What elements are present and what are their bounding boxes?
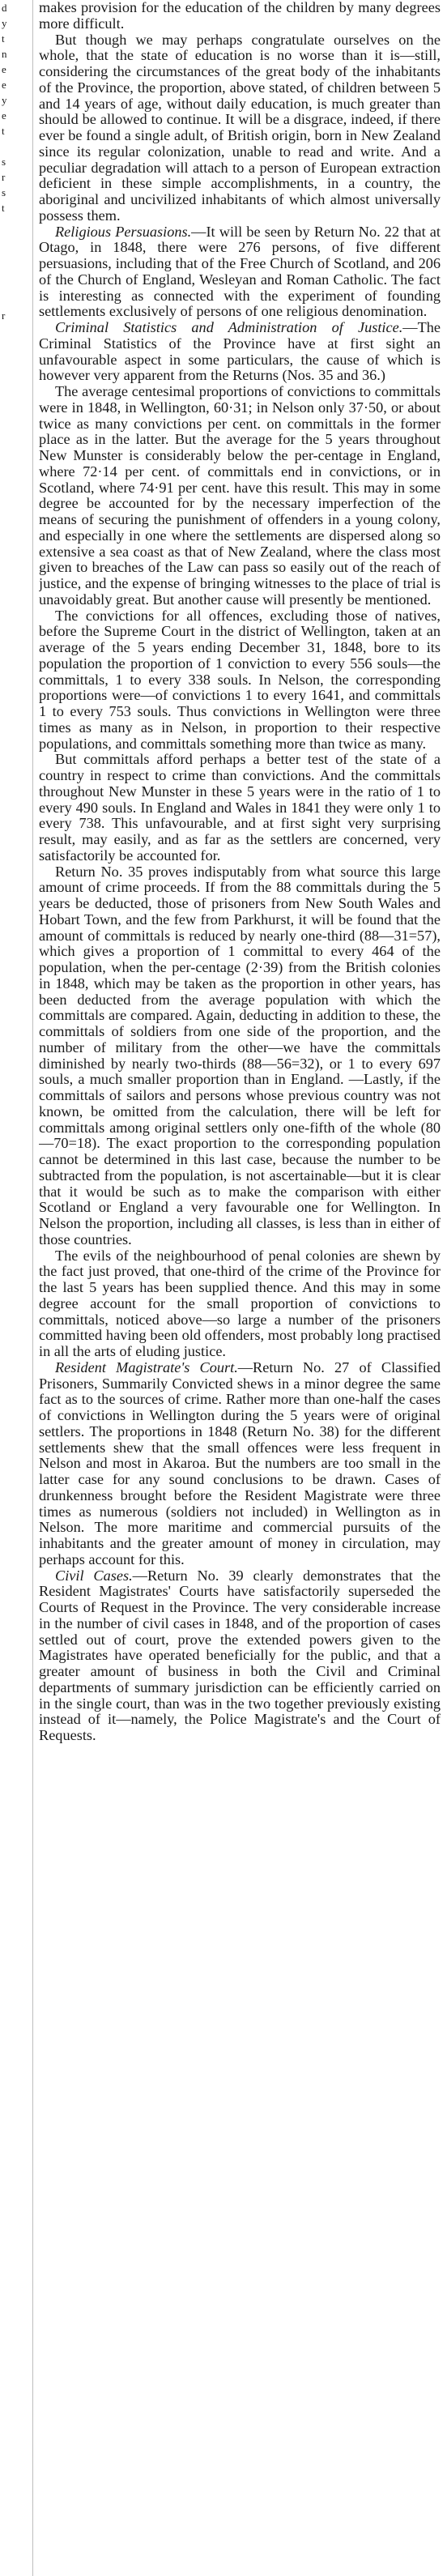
margin-fragment: r	[2, 171, 6, 183]
paragraph-text: —It will be seen by Return No. 22 that at Otago, in 1848, there were 276 persons, of five different persuasions, including that of the Free Church of Scotland, and 206 of the Church of England, Wesleyan and Roman Catholic. The fact is interesting as connected with the experiment of founding settlements exclusively of persons of one religious denomination.	[39, 223, 441, 320]
margin-fragment: t	[2, 32, 5, 45]
margin-fragment: n	[2, 48, 7, 60]
column-rule	[32, 0, 33, 2576]
paragraph-text: —Return No. 27 of Classified Prisoners, Summarily Convicted shews in a minor degree the same fact as to the sources of crime. Rather more than one-half the cases of convictions in Wellington during the 5 years were of original settlers. The proportions in 1848 (Return No. 38) for the different settlements shew that the small offences were less frequent in Nelson and most in Akaroa. But the numbers are too small in the latter case for any sound conclusions to be drawn. Cases of drunkenness brought before the Resident Magistrate were three times as numerous (soldiers not included) in Wellington as in Nelson. The more maritime and commercial pursuits of the inhabitants and the greater amount of money in circulation, may perhaps account for this.	[39, 1358, 441, 1567]
paragraph-text: —The Criminal Statistics of the Province have at first sight an unfavourable aspect in some particulars, the cause of which is however very apparent from the Returns (Nos. 35 and 36.)	[39, 319, 441, 384]
margin-fragment: e	[2, 63, 6, 75]
paragraph-text: Return No. 35 proves indisputably from what source this large amount of crime proceeds. If from the 88 committals during the 5 years be deducted, those of prisoners from New South Wales and Hobart Town, and the few from Parkhurst, it will be found that the amount of committals is reduced by nearly one-third (88—31=57), which gives a proportion of 1 committal to every 464 of the population, when the per-centage (2·39) from the British colonies in 1848, which may be taken as the proportion in other years, has been deducted from the average population with which the committals are compared. Again, deducting in addition to these, the committals of soldiers from one side of the proportion, and the number of military from the other—we have the committals diminished by nearly two-thirds (88—56=32), or 1 to every 697 souls, a much smaller proportion than in England. —Lastly, if the committals of sailors and persons whose previous country was not known, be omitted from the calculation, there will be left for committals among original settlers only one-fifth of the whole (80—70=18). The exact proportion to the corresponding population cannot be determined in this last case, because the number to be subtracted from the population, is not ascertainable—but it is clear that it would be such as to make the comparison with either Scotland or England a very favourable one for Wellington. In Nelson the proportion, including all classes, is less than in either of those countries.	[39, 863, 441, 1247]
section-heading: Criminal Statistics and Administration of Justice.	[55, 319, 403, 335]
paragraph-text: The average centesimal proportions of convictions to committals were in 1848, in Wellington, 60·31; in Nelson only 37·50, or about twice as many convictions per cent. on committals in the former place as in the latter. But the average for the 5 years throughout New Munster is considerably below the per-centage in England, where 72·14 per cent. of committals end in convictions, or in Scotland, where 74·91 per cent. have this result. This may in some degree be accounted for by the necessary imperfection of the means of securing the punishment of offenders in a young colony, and especially in one where the settlements are dispersed along so extensive a sea coast as that of New Zealand, where the class most given to breaches of the Law can pass so easily out of the reach of justice, and the expense of bringing witnesses to the place of trial is unavoidably great. But another cause will presently be mentioned.	[39, 383, 441, 608]
left-margin-fragments	[0, 0, 31, 2576]
paragraph-text: But committals afford perhaps a better test of the state of a country in respect to crime than convictions. And the committals throughout New Munster in these 5 years were in the ratio of 1 to every 490 souls. In England and Wales in 1841 they were only 1 to every 738. This unfavourable, and at first sight very surprising result, may easily, and as far as the settlers are concerned, very satisfactorily be accounted for.	[39, 751, 441, 864]
paragraph	[39, 384, 441, 608]
margin-fragment: t	[2, 202, 5, 214]
section-heading: Civil Cases.	[55, 1567, 133, 1584]
margin-fragment: y	[2, 17, 7, 29]
paragraph-text: But though we may perhaps congratulate ourselves on the whole, that the state of education is no worse than it is—still, considering the circumstances of the great body of the inhabitants of the Province, the proportion, above stated, of children between 5 and 14 years of age, without daily education, is much greater than should be allowed to continue. It will be a disgrace, indeed, if there ever be found a single adult, of British origin, born in New Zealand since its regular colonization, unable to read and write. And a peculiar degradation will attach to a person of European extraction deficient in these simple accomplishments, in a country, the aboriginal and uncivilized inhabitants of which almost universally possess them.	[39, 31, 441, 224]
margin-fragment: s	[2, 156, 6, 168]
margin-fragment	[0, 215, 31, 231]
margin-fragment: d	[2, 2, 7, 14]
margin-fragment: y	[2, 94, 7, 106]
margin-fragment	[0, 339, 31, 354]
paragraph	[39, 1568, 441, 1744]
margin-fragment: t	[2, 125, 5, 137]
margin-fragment: e	[2, 109, 6, 122]
paragraph	[39, 320, 441, 384]
margin-fragment: s	[2, 186, 6, 198]
paragraph-text: The evils of the neighbourhood of penal colonies are shewn by the fact just proved, that one-third of the crime of the Province for the last 5 years has been supplied thence. And this may in some degree account for the small proportion of convictions to committals, noticed above—so large a number of the prisoners committed having been old offenders, most probably long practised in all the arts of eluding justice.	[39, 1247, 441, 1359]
margin-fragment	[0, 139, 31, 154]
margin-fragment: r	[2, 309, 6, 322]
margin-fragment	[0, 246, 31, 262]
margin-fragment	[0, 277, 31, 292]
paragraph	[39, 0, 441, 32]
margin-fragment	[0, 262, 31, 277]
margin-fragment	[0, 323, 31, 339]
article-column	[39, 0, 441, 2576]
paragraph-text: The convictions for all offences, excluding those of natives, before the Supreme Court in the district of Wellington, taken at an average of the 5 years ending December 31, 1848, bore to its population the proportion of 1 conviction to every 556 souls—the committals, 1 to every 338 souls. In Nelson, the corresponding proportions were—of convictions 1 to every 1641, and committals 1 to every 753 souls. Thus convictions in Wellington were three times as many as in Nelson, in proportion to their respective populations, and committals something more than twice as many.	[39, 607, 441, 752]
section-heading: Religious Persuasions.	[55, 223, 192, 240]
paragraph	[39, 608, 441, 753]
paragraph	[39, 864, 441, 1248]
margin-fragment: e	[2, 79, 6, 91]
margin-fragment	[0, 231, 31, 246]
margin-fragment	[0, 292, 31, 308]
paragraph-text: makes provision for the education of the children by many degrees more difficult.	[39, 0, 441, 32]
paragraph	[39, 1360, 441, 1568]
paragraph	[39, 752, 441, 864]
section-heading: Resident Magistrate's Court.	[55, 1358, 238, 1375]
paragraph	[39, 1248, 441, 1360]
paragraph-text: —Return No. 39 clearly demonstrates that the Resident Magistrates' Courts have satisfactorily superseded the Courts of Request in the Province. The very considerable increase in the number of civil cases in 1848, and of the proportion of cases settled out of court, prove the extended powers given to the Magistrates have operated beneficially for the public, and that a greater amount of business in both the Civil and Criminal departments of summary jurisdiction can be efficiently carried on in the single court, than was in the two together previously existing instead of it—namely, the Police Magistrate's and the Court of Requests.	[39, 1567, 441, 1743]
paragraph	[39, 224, 441, 321]
paragraph	[39, 32, 441, 224]
